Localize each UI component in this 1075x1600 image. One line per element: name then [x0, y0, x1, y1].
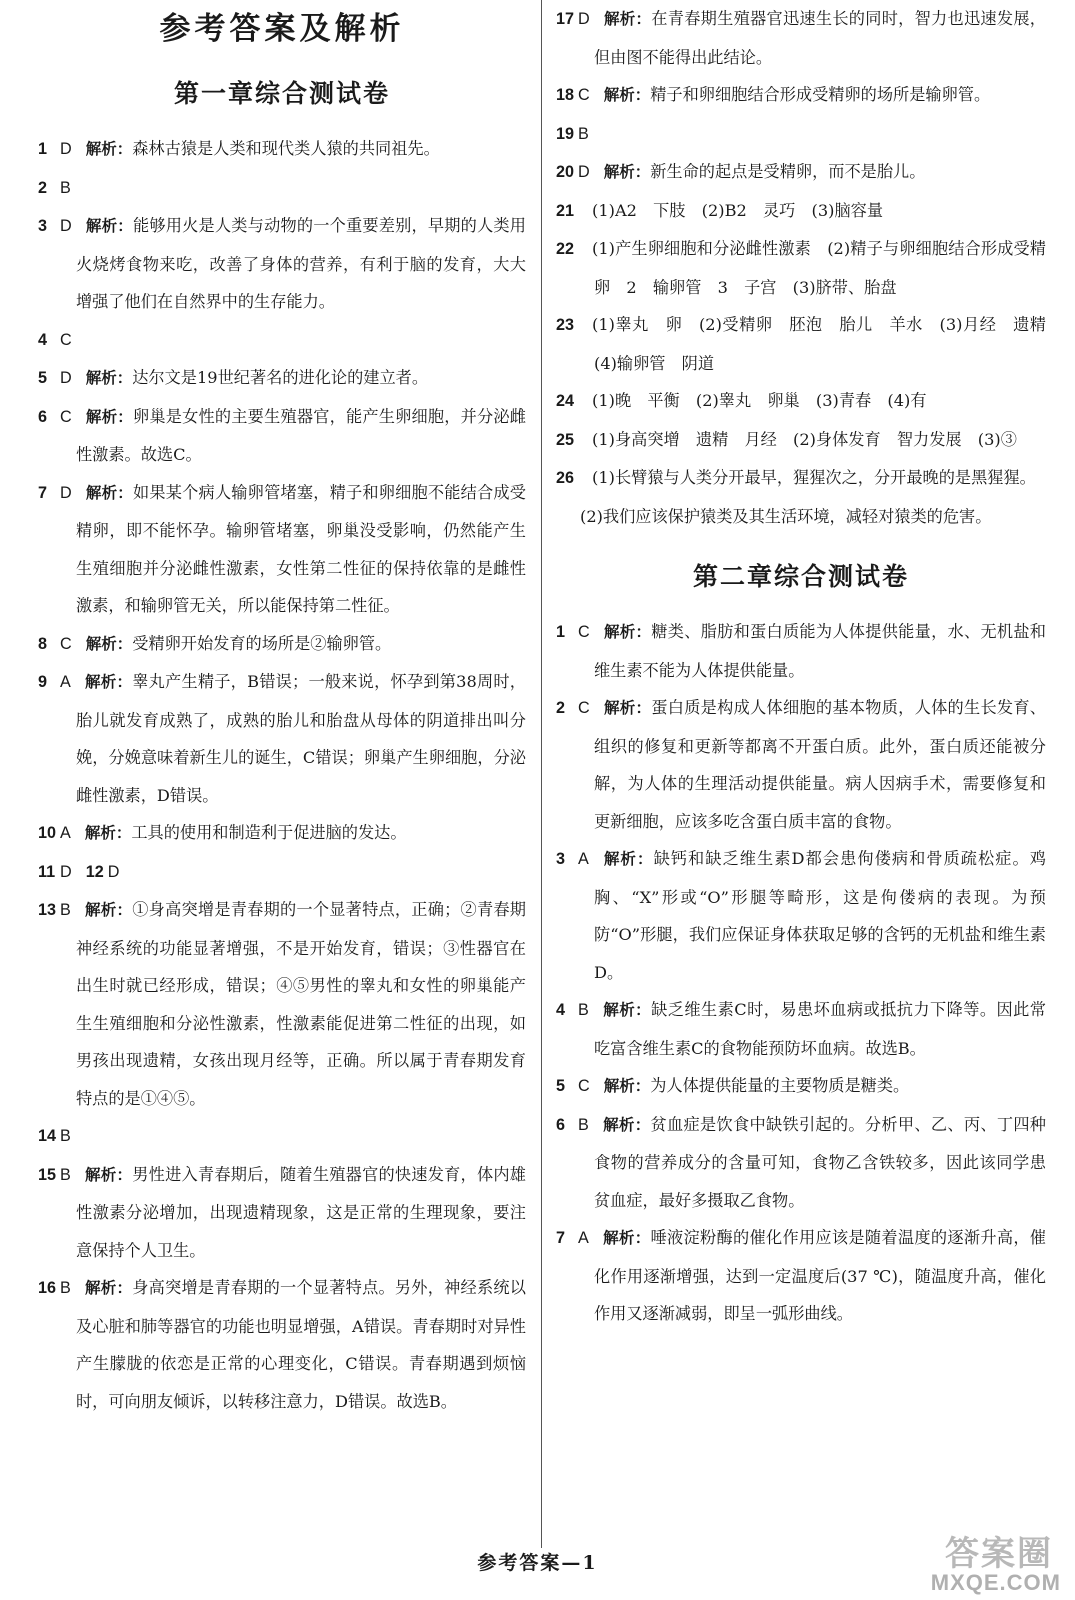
right-column	[556, 0, 1063, 1333]
explanation-label: 解析：	[85, 140, 133, 158]
explanation-label: 解析：	[84, 1165, 133, 1184]
answer-26-part-2: (2)我们应该保护猿类及其生活环境，减轻对猿类的危害。	[580, 506, 992, 526]
question-number: 1	[38, 140, 48, 158]
answer-item	[38, 359, 526, 398]
explanation-text: 缺乏维生素C时，易患坏血病或抵抗力下降等。因此常吃富含维生素C的食物能预防坏血病。故选B。	[594, 1000, 1046, 1058]
explanation-text: 唾液淀粉酶的催化作用应该是随着温度的逐渐升高，催化作用逐渐增强，达到一定温度后(37 ℃)，随温度升高，催化作用又逐渐减弱，即呈一弧形曲线。	[594, 1228, 1046, 1323]
explanation-text: 精子和卵细胞结合形成受精卵的场所是输卵管。	[650, 85, 991, 104]
answer-item	[556, 306, 1063, 382]
answer-choice: B	[578, 1115, 589, 1134]
answer-choice: C	[578, 699, 590, 717]
explanation-label: 解析：	[603, 163, 651, 181]
question-number: 12	[85, 862, 104, 881]
question-number: 10	[38, 824, 57, 842]
explanation-text: 达尔文是19世纪著名的进化论的建立者。	[132, 368, 429, 387]
explanation-label: 解析：	[602, 1115, 651, 1134]
answer-item	[556, 421, 1046, 460]
explanation-text: 如果某个病人输卵管堵塞，精子和卵细胞不能结合成受精卵，即不能怀孕。输卵管堵塞，卵巢没受影响，仍然能产生生殖细胞并分泌雌性激素，女性第二性征的保持依靠的是雌性激素，和输卵管无关，所以能保持第二性征。	[76, 482, 526, 615]
explanation-text: (1)A2 下肢 (2)B2 灵巧 (3)脑容量	[592, 200, 884, 220]
explanation-text: 工具的使用和制造利于促进脑的发达。	[131, 823, 407, 842]
answer-choice: A	[60, 824, 71, 842]
section-title-chapter-1: 第一章综合测试卷	[173, 79, 390, 108]
question-number: 25	[556, 430, 575, 449]
answer-item	[38, 321, 526, 360]
answer-choice: C	[60, 407, 72, 426]
watermark-url: MXQE.COM	[930, 1570, 1061, 1595]
explanation-text: 受精卵开始发育的场所是②输卵管。	[132, 633, 392, 653]
answer-choice: D	[107, 862, 120, 881]
question-number: 5	[38, 369, 48, 387]
explanation-label: 解析：	[84, 824, 132, 842]
answer-item	[556, 840, 1046, 991]
watermark-logo	[911, 1526, 1061, 1596]
question-number: 26	[556, 469, 575, 487]
question-number: 13	[38, 901, 57, 919]
explanation-label: 解析：	[85, 407, 133, 426]
explanation-label: 解析：	[602, 850, 654, 868]
answer-item	[556, 991, 1046, 1067]
watermark-text: 答案圈	[945, 1534, 1053, 1574]
explanation-label: 解析：	[603, 699, 652, 717]
explanation-text: 糖类、脂肪和蛋白质能为人体提供能量，水、无机盐和维生素不能为人体提供能量。	[594, 622, 1046, 680]
explanation-label: 解析：	[603, 86, 651, 104]
explanation-label: 解析：	[603, 1077, 651, 1095]
answer-list-chapter-2	[556, 613, 1046, 1333]
question-number: 16	[38, 1279, 57, 1297]
answer-item	[38, 1269, 526, 1420]
explanation-text: 贫血症是饮食中缺铁引起的。分析甲、乙、丙、丁四种食物的营养成分的含量可知，食物乙含铁较多，因此该同学患贫血症，最好多摄取乙食物。	[594, 1114, 1046, 1210]
explanation-text: 缺钙和缺乏维生素D都会患佝偻病和骨质疏松症。鸡胸、“X”形或“O”形腿等畸形，这是佝偻病的表现。为预防“O”形腿，我们应保证身体获取足够的含钙的无机盐和维生素D。	[594, 849, 1046, 982]
answer-choice: D	[60, 862, 72, 881]
question-number: 2	[38, 178, 48, 197]
question-number: 23	[556, 316, 575, 334]
explanation-text: (1)晚 平衡 (2)睾丸 卵巢 (3)青春 (4)有	[592, 391, 927, 410]
question-number: 1	[556, 623, 566, 641]
question-number: 3	[556, 850, 566, 868]
answer-choice: C	[578, 1077, 590, 1095]
explanation-text: 在青春期生殖器官迅速生长的同时，智力也迅速发展，但由图不能得出此结论。	[594, 9, 1046, 67]
explanation-text: 新生命的起点是受精卵，而不是胎儿。	[650, 162, 926, 181]
explanation-text: 为人体提供能量的主要物质是糖类。	[650, 1076, 910, 1095]
page-footer: 参考答案—1	[477, 1552, 598, 1574]
question-number: 3	[38, 217, 48, 235]
answer-choice: B	[578, 1001, 589, 1019]
question-number: 4	[556, 1001, 566, 1019]
page-title: 参考答案及解析	[159, 11, 405, 47]
answer-item	[556, 230, 1046, 306]
question-number: 22	[556, 240, 575, 258]
answer-item	[556, 0, 1046, 76]
answer-item	[38, 1156, 526, 1270]
left-column	[38, 0, 526, 1420]
question-number: 18	[556, 86, 575, 104]
answer-choice: B	[60, 178, 71, 197]
answer-item	[38, 130, 526, 169]
explanation-label: 解析：	[85, 369, 133, 387]
question-number: 5	[556, 1077, 566, 1095]
answer-choice: D	[578, 163, 590, 181]
answer-choice: A	[578, 850, 589, 868]
explanation-label: 解析：	[602, 1229, 651, 1247]
explanation-text: 森林古猿是人类和现代类人猿的共同祖先。	[132, 139, 440, 158]
explanation-text: 卵巢是女性的主要生殖器官，能产生卵细胞，并分泌雌性激素。故选C。	[76, 406, 526, 464]
explanation-text: ①身高突增是青春期的一个显著特点，正确；②青春期神经系统的功能显著增强，不是开始发育，错误；③性器官在出生时就已经形成，错误；④⑤男性的睾丸和女性的卵巢能产生生殖细胞和分泌性激素，性激素能促进第二性征的出现，如男孩出现遗精，女孩出现月经等，正确。所以属于青春期发育特点的是①④⑤。	[76, 900, 526, 1108]
explanation-text: 蛋白质是构成人体细胞的基本物质，人体的生长发育、组织的修复和更新等都离不开蛋白质。此外，蛋白质还能被分解，为人体的生理活动提供能量。病人因病手术，需要修复和更新细胞，应该多吃含蛋白质丰富的食物。	[594, 698, 1046, 831]
explanation-text: 男性进入青春期后，随着生殖器官的快速发育，体内雄性激素分泌增加，出现遗精现象，这是正常的生理现象，要注意保持个人卫生。	[76, 1164, 526, 1260]
answer-choice: D	[60, 217, 72, 235]
answer-choice: D	[578, 10, 590, 28]
question-number: 6	[556, 1115, 566, 1134]
explanation-label: 解析：	[85, 483, 133, 502]
answer-choice: B	[60, 1127, 71, 1145]
explanation-label: 解析：	[84, 673, 133, 691]
answer-choice: A	[60, 673, 71, 691]
answer-item	[556, 1067, 1046, 1106]
answer-item	[556, 1106, 1046, 1220]
explanation-text: (1)睾丸 卵 (2)受精卵 胚泡 胎儿 羊水 (3)月经 遗精 (4)输卵管 阴道	[592, 315, 1063, 373]
answer-item	[556, 115, 1046, 154]
answer-item	[38, 625, 526, 664]
answer-choice: C	[578, 623, 590, 641]
explanation-text: 睾丸产生精子，B错误；一般来说，怀孕到第38周时，胎儿就发育成熟了，成熟的胎儿和胎盘从母体的阴道排出叫分娩，分娩意味着新生儿的诞生，C错误；卵巢产生卵细胞，分泌雌性激素，D错误。	[76, 672, 526, 805]
explanation-label: 解析：	[85, 217, 133, 235]
section-title-chapter-2: 第二章综合测试卷	[692, 562, 909, 591]
question-number: 7	[38, 483, 48, 502]
answer-choice: C	[60, 634, 72, 653]
explanation-label: 解析：	[84, 1279, 133, 1297]
answer-item	[38, 814, 526, 853]
question-number: 11	[38, 862, 56, 881]
answer-choice: D	[60, 369, 72, 387]
question-number: 7	[556, 1229, 566, 1247]
explanation-text: 能够用火是人类与动物的一个重要差别，早期的人类用火烧烤食物来吃，改善了身体的营养，有利于脑的发育，大大增强了他们在自然界中的生存能力。	[76, 216, 526, 311]
answer-item	[38, 474, 526, 625]
answer-item	[38, 398, 526, 474]
question-number: 21	[556, 201, 575, 220]
answer-item	[38, 169, 526, 208]
question-number: 20	[556, 163, 575, 181]
answer-item	[38, 853, 526, 892]
answer-item	[556, 613, 1046, 689]
answer-choice: B	[60, 901, 71, 919]
answer-item	[38, 1117, 526, 1156]
question-number: 2	[556, 699, 566, 717]
answer-choice: A	[578, 1229, 589, 1247]
answer-item	[556, 689, 1046, 840]
answer-item	[556, 76, 1046, 115]
answer-choice: B	[60, 1165, 71, 1184]
answer-item	[556, 153, 1046, 192]
answer-choice: D	[60, 140, 72, 158]
question-number: 17	[556, 10, 575, 28]
column-divider	[541, 0, 542, 1548]
answer-list-chapter-1-cont	[556, 0, 1063, 498]
answer-choice: D	[60, 483, 72, 502]
question-number: 6	[38, 407, 48, 426]
answer-item	[556, 1219, 1046, 1333]
explanation-label: 解析：	[85, 634, 133, 653]
answer-choice: C	[578, 86, 590, 104]
explanation-label: 解析：	[84, 901, 133, 919]
question-number: 19	[556, 124, 575, 143]
answer-item	[556, 382, 1046, 421]
explanation-text: (1)身高突增 遗精 月经 (2)身体发育 智力发展 (3)③	[592, 429, 1017, 449]
answer-item	[38, 891, 526, 1117]
explanation-label: 解析：	[603, 10, 652, 28]
explanation-text: (1)产生卵细胞和分泌雌性激素 (2)精子与卵细胞结合形成受精卵 2 输卵管 3 子宫 (3)脐带、胎盘	[592, 239, 1046, 297]
answer-choice: C	[60, 330, 72, 349]
question-number: 9	[38, 673, 48, 691]
answer-item	[38, 663, 526, 814]
answer-item	[556, 459, 1046, 498]
answer-choice: B	[578, 124, 589, 143]
explanation-text: 身高突增是青春期的一个显著特点。另外，神经系统以及心脏和肺等器官的功能也明显增强，A错误。青春期时对异性产生朦胧的依恋是正常的心理变化，C错误。青春期遇到烦恼时，可向朋友倾诉，以转移注意力，D错误。故选B。	[76, 1278, 526, 1411]
explanation-label: 解析：	[603, 623, 652, 641]
answer-list-chapter-1	[38, 130, 526, 1420]
answer-item	[556, 192, 1046, 231]
question-number: 8	[38, 634, 48, 653]
question-number: 15	[38, 1165, 57, 1184]
question-number: 24	[556, 392, 575, 410]
question-number: 4	[38, 330, 48, 349]
explanation-text: (1)长臂猿与人类分开最早，猩猩次之，分开最晚的是黑猩猩。	[592, 468, 1036, 487]
answer-item	[38, 207, 526, 321]
answer-choice: B	[60, 1279, 71, 1297]
explanation-label: 解析：	[602, 1001, 652, 1019]
question-number: 14	[38, 1127, 57, 1145]
